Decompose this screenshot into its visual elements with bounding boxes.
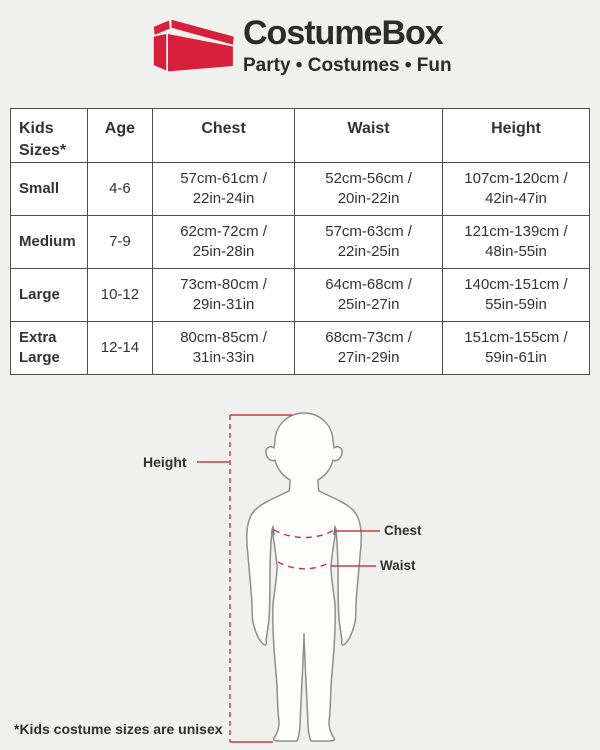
costumebox-logo-icon	[146, 10, 238, 90]
chest-value: 73cm-80cm / 29in-31in	[152, 269, 294, 322]
table-row-small	[11, 163, 590, 216]
header-waist: Waist	[295, 109, 443, 163]
measurement-diagram	[0, 385, 600, 750]
waist-value: 57cm-63cm / 22in-25in	[295, 216, 443, 269]
header-age: Age	[88, 109, 153, 163]
brand-text-block	[243, 16, 452, 77]
box-lid-flap	[154, 21, 170, 35]
child-body-outline	[247, 413, 361, 741]
waist-value: 68cm-73cm / 27in-29in	[295, 322, 443, 375]
height-value: 151cm-155cm / 59in-61in	[442, 322, 589, 375]
chest-label: Chest	[384, 523, 422, 538]
unisex-footnote: *Kids costume sizes are unisex	[14, 721, 223, 737]
age-value: 12-14	[88, 322, 153, 375]
header-chest: Chest	[152, 109, 294, 163]
height-value: 107cm-120cm / 42in-47in	[442, 163, 589, 216]
size-name: Extra Large	[11, 322, 88, 375]
table-header-row	[11, 109, 590, 163]
age-value: 7-9	[88, 216, 153, 269]
height-value: 140cm-151cm / 55in-59in	[442, 269, 589, 322]
size-name: Large	[11, 269, 88, 322]
age-value: 4-6	[88, 163, 153, 216]
brand-name: CostumeBox	[243, 14, 443, 52]
size-name: Medium	[11, 216, 88, 269]
waist-value: 64cm-68cm / 25in-27in	[295, 269, 443, 322]
height-value: 121cm-139cm / 48in-55in	[442, 216, 589, 269]
chest-value: 80cm-85cm / 31in-33in	[152, 322, 294, 375]
size-name: Small	[11, 163, 88, 216]
waist-value: 52cm-56cm / 20in-22in	[295, 163, 443, 216]
brand-tagline: Party • Costumes • Fun	[243, 54, 452, 76]
height-label: Height	[143, 454, 187, 470]
kids-size-table	[10, 108, 590, 375]
header-height: Height	[442, 109, 589, 163]
age-value: 10-12	[88, 269, 153, 322]
waist-label: Waist	[380, 558, 416, 573]
chest-value: 57cm-61cm / 22in-24in	[152, 163, 294, 216]
box-side	[154, 34, 166, 70]
table-row-large	[11, 269, 590, 322]
table-row-extra-large	[11, 322, 590, 375]
chest-value: 62cm-72cm / 25in-28in	[152, 216, 294, 269]
table-row-medium	[11, 216, 590, 269]
header-kids-sizes: Kids Sizes*	[11, 109, 88, 163]
